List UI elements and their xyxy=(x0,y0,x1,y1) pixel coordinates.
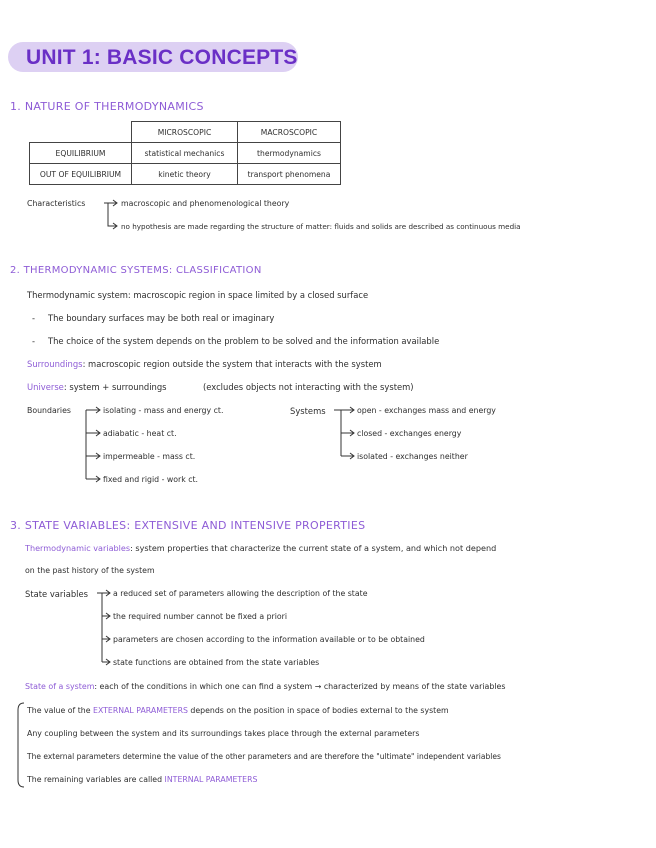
table-header: MACROSCOPIC xyxy=(238,122,341,143)
arrow-icon xyxy=(97,590,110,596)
state-of-system-line xyxy=(25,682,506,691)
external-params-line: The value of the EXTERNAL PARAMETERS depends on the position in space of bodies external to the system xyxy=(27,706,449,715)
state-var-item: state functions are obtained from the state variables xyxy=(113,658,320,667)
system-type-item: open - exchanges mass and energy xyxy=(357,406,496,415)
page-title: UNIT 1: BASIC CONCEPTS xyxy=(26,46,298,69)
universe-line xyxy=(27,382,167,392)
state-var-item: parameters are chosen according to the information available or to be obtained xyxy=(113,635,425,644)
state-term: State of a system xyxy=(25,682,95,691)
state-var-item: the required number cannot be fixed a priori xyxy=(113,612,288,621)
bullet-dash: - xyxy=(32,313,36,323)
boundary-item: impermeable - mass ct. xyxy=(103,452,196,461)
universe-note: (excludes objects not interacting with the system) xyxy=(203,382,414,392)
characteristic-item: no hypothesis are made regarding the structure of matter: fluids and solids are described as continuous media xyxy=(121,222,521,231)
system-definition: Thermodynamic system: macroscopic region in space limited by a closed surface xyxy=(27,290,369,300)
table-row xyxy=(30,122,341,143)
surroundings-line xyxy=(27,359,382,369)
thermo-vars-text-2: on the past history of the system xyxy=(25,566,155,575)
section-2-heading: 2. THERMODYNAMIC SYSTEMS: CLASSIFICATION xyxy=(10,265,262,276)
external-params-term: EXTERNAL PARAMETERS xyxy=(93,706,188,715)
external-params-determine-line: The external parameters determine the value of the other parameters and are therefore the "ultimate" independent variables xyxy=(27,752,501,761)
boundary-item: fixed and rigid - work ct. xyxy=(103,475,199,484)
characteristics-label: Characteristics xyxy=(27,199,86,208)
arrow-icon xyxy=(104,200,117,206)
section-1-heading: 1. NATURE OF THERMODYNAMICS xyxy=(10,100,204,113)
universe-text: : system + surroundings xyxy=(63,382,167,392)
arrow-icon xyxy=(102,636,110,642)
state-text: : each of the conditions in which one can find a system → characterized by means of the state variables xyxy=(94,682,506,691)
arrow-icon xyxy=(102,613,110,619)
bullet-item: The boundary surfaces may be both real or imaginary xyxy=(48,313,275,323)
table-row xyxy=(30,164,341,185)
thermo-vars-text: : system properties that characterize the current state of a system, and which not depend xyxy=(130,543,497,553)
arrow-icon xyxy=(102,659,110,665)
thermo-vars-term: Thermodynamic variables xyxy=(25,543,131,553)
surroundings-text: : macroscopic region outside the system that interacts with the system xyxy=(82,359,382,369)
table-cell: transport phenomena xyxy=(238,164,341,185)
thermo-table xyxy=(29,121,341,185)
boundary-item: adiabatic - heat ct. xyxy=(103,429,177,438)
coupling-line: Any coupling between the system and its surroundings takes place through the external parameters xyxy=(27,729,420,738)
table-row xyxy=(30,143,341,164)
table-corner xyxy=(30,122,132,143)
arrow-icon xyxy=(341,430,354,436)
system-type-item: closed - exchanges energy xyxy=(357,429,462,438)
table-row-label: EQUILIBRIUM xyxy=(30,143,132,164)
left-brace xyxy=(18,703,24,787)
system-type-item: isolated - exchanges neither xyxy=(357,452,468,461)
arrow-icon xyxy=(86,453,100,459)
arrow-icon xyxy=(108,203,117,229)
table-cell: thermodynamics xyxy=(238,143,341,164)
surroundings-term: Surroundings xyxy=(27,359,83,369)
state-var-item: a reduced set of parameters allowing the description of the state xyxy=(113,589,368,598)
arrow-icon xyxy=(86,430,100,436)
bullet-item: The choice of the system depends on the problem to be solved and the information available xyxy=(48,336,440,346)
table-cell: kinetic theory xyxy=(132,164,238,185)
state-vars-label: State variables xyxy=(25,589,88,599)
boundaries-label: Boundaries xyxy=(27,406,71,415)
internal-params-line: The remaining variables are called INTERNAL PARAMETERS xyxy=(27,775,258,784)
thermo-vars-line xyxy=(25,543,496,553)
characteristic-item: macroscopic and phenomenological theory xyxy=(121,199,290,208)
boundary-item: isolating - mass and energy ct. xyxy=(103,406,224,415)
bullet-dash: - xyxy=(32,336,36,346)
table-cell: statistical mechanics xyxy=(132,143,238,164)
arrow-icon xyxy=(341,453,354,459)
arrow-icon xyxy=(334,407,354,413)
table-header: MICROSCOPIC xyxy=(132,122,238,143)
systems-label: Systems xyxy=(290,406,326,416)
arrow-icon xyxy=(86,476,100,482)
universe-term: Universe xyxy=(27,382,64,392)
table-row-label: OUT OF EQUILIBRIUM xyxy=(30,164,132,185)
arrow-icon xyxy=(86,407,100,413)
internal-params-term: INTERNAL PARAMETERS xyxy=(164,775,258,784)
section-3-heading: 3. STATE VARIABLES: EXTENSIVE AND INTENSIVE PROPERTIES xyxy=(10,519,366,532)
